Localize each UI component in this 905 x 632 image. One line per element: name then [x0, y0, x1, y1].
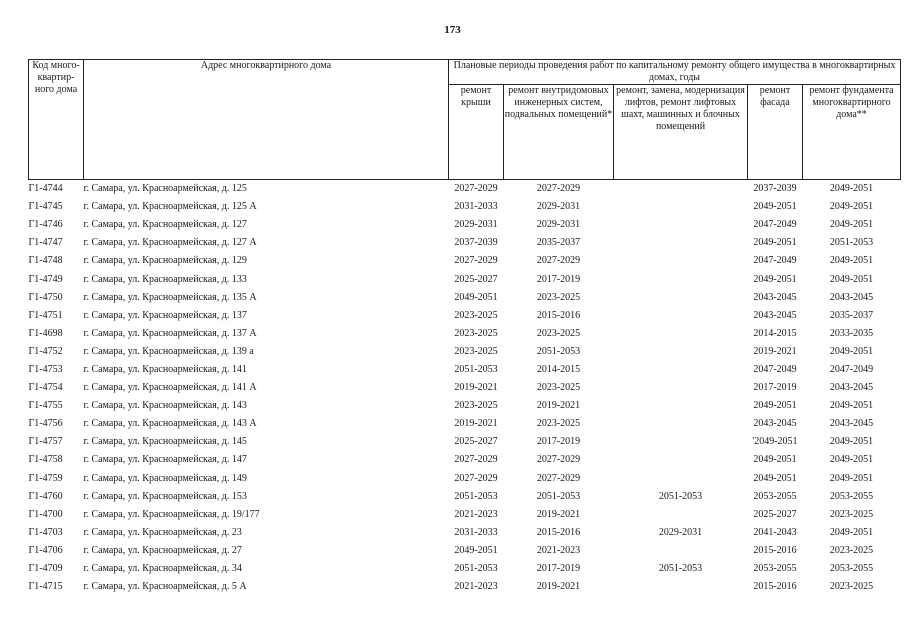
cell-foundation: 2049-2051 — [829, 454, 874, 466]
cell-foundation: 2049-2051 — [829, 472, 874, 484]
cell-address: г. Самара, ул. Красноармейская, д. 149 — [83, 472, 247, 484]
cell-roof: 2049-2051 — [454, 291, 498, 303]
cell-lifts — [614, 542, 748, 560]
cell-engineering: 2027-2029 — [536, 472, 581, 484]
cell-facade: 2047-2049 — [753, 255, 797, 267]
cell-engineering: 2019-2021 — [536, 400, 581, 412]
table-header — [29, 60, 901, 180]
cell-foundation: 2047-2049 — [829, 363, 874, 375]
table-row — [29, 578, 901, 596]
cell-facade: 2025-2027 — [753, 508, 797, 520]
table-row — [29, 379, 901, 397]
header-lifts: ремонт, замена, модернизация лифтов, ремонт лифтовых шахт, машинных и блочных помещений — [614, 85, 748, 180]
cell-address: г. Самара, ул. Красноармейская, д. 139 а — [83, 345, 254, 357]
cell-roof: 2023-2025 — [454, 345, 498, 357]
table-row — [29, 325, 901, 343]
cell-facade: 2047-2049 — [753, 363, 797, 375]
cell-roof: 2027-2029 — [454, 255, 498, 267]
cell-lifts: 2051-2053 — [658, 563, 703, 575]
cell-facade: 2047-2049 — [753, 219, 797, 231]
capital-repair-table — [28, 59, 901, 596]
table-row — [29, 415, 901, 433]
cell-roof: 2019-2021 — [454, 382, 498, 394]
cell-foundation: 2049-2051 — [829, 400, 874, 412]
cell-code: Г1-4758 — [28, 454, 63, 466]
cell-lifts — [614, 578, 748, 596]
cell-address: г. Самара, ул. Красноармейская, д. 127 — [83, 219, 247, 231]
cell-lifts — [614, 506, 748, 524]
cell-lifts: 2051-2053 — [658, 490, 703, 502]
cell-code: Г1-4744 — [28, 183, 63, 195]
cell-lifts — [614, 470, 748, 488]
cell-facade: 2049-2051 — [753, 273, 797, 285]
cell-address: г. Самара, ул. Красноармейская, д. 127 А — [83, 237, 257, 249]
cell-foundation: 2049-2051 — [829, 526, 874, 538]
table-row — [29, 198, 901, 216]
cell-roof: 2051-2053 — [454, 490, 498, 502]
table-row — [29, 488, 901, 506]
table-row — [29, 451, 901, 469]
cell-engineering: 2019-2021 — [536, 581, 581, 593]
cell-roof: 2021-2023 — [454, 581, 498, 593]
cell-engineering: 2019-2021 — [536, 508, 581, 520]
cell-engineering: 2017-2019 — [536, 563, 581, 575]
table-row — [29, 470, 901, 488]
cell-address: г. Самара, ул. Красноармейская, д. 143 А — [83, 418, 257, 430]
cell-engineering: 2023-2025 — [536, 291, 581, 303]
table-row — [29, 307, 901, 325]
cell-engineering: 2014-2015 — [536, 363, 581, 375]
cell-code: Г1-4700 — [28, 508, 63, 520]
cell-facade: 2043-2045 — [753, 418, 797, 430]
cell-lifts — [614, 343, 748, 361]
cell-facade: 2041-2043 — [753, 526, 797, 538]
cell-foundation: 2049-2051 — [829, 183, 874, 195]
table-row — [29, 397, 901, 415]
cell-facade: 2015-2016 — [753, 544, 797, 556]
cell-foundation: 2049-2051 — [829, 219, 874, 231]
table-body — [29, 180, 901, 597]
table-row — [29, 506, 901, 524]
cell-address: г. Самара, ул. Красноармейская, д. 5 А — [83, 581, 247, 593]
table-row — [29, 234, 901, 252]
cell-facade: 2049-2051 — [753, 454, 797, 466]
cell-facade: 2049-2051 — [753, 400, 797, 412]
cell-foundation: 2053-2055 — [829, 490, 874, 502]
cell-code: Г1-4756 — [28, 418, 63, 430]
cell-roof: 2027-2029 — [454, 472, 498, 484]
cell-foundation: 2033-2035 — [829, 327, 874, 339]
cell-engineering: 2029-2031 — [536, 219, 581, 231]
cell-foundation: 2023-2025 — [829, 508, 874, 520]
cell-roof: 2051-2053 — [454, 563, 498, 575]
cell-address: г. Самара, ул. Красноармейская, д. 153 — [83, 490, 247, 502]
cell-foundation: 2035-2037 — [829, 309, 874, 321]
cell-code: Г1-4715 — [28, 581, 63, 593]
cell-roof: 2023-2025 — [454, 309, 498, 321]
cell-code: Г1-4751 — [28, 309, 63, 321]
cell-lifts — [614, 216, 748, 234]
cell-roof: 2031-2033 — [454, 526, 498, 538]
cell-code: Г1-4754 — [28, 382, 63, 394]
cell-engineering: 2051-2053 — [536, 490, 581, 502]
cell-address: г. Самара, ул. Красноармейская, д. 23 — [83, 526, 242, 538]
cell-lifts — [614, 180, 748, 199]
cell-roof: 2025-2027 — [454, 273, 498, 285]
cell-address: г. Самара, ул. Красноармейская, д. 141 А — [83, 382, 257, 394]
cell-address: г. Самара, ул. Красноармейская, д. 133 — [83, 273, 247, 285]
cell-roof: 2023-2025 — [454, 400, 498, 412]
cell-code: Г1-4709 — [28, 563, 63, 575]
table-row — [29, 542, 901, 560]
table-row — [29, 433, 901, 451]
cell-roof: 2023-2025 — [454, 327, 498, 339]
cell-facade: 2043-2045 — [753, 309, 797, 321]
cell-engineering: 2023-2025 — [536, 418, 581, 430]
cell-foundation: 2043-2045 — [829, 418, 874, 430]
cell-code: Г1-4745 — [28, 201, 63, 213]
cell-code: Г1-4750 — [28, 291, 63, 303]
cell-code: Г1-4753 — [28, 363, 63, 375]
cell-lifts: 2029-2031 — [658, 526, 703, 538]
cell-address: г. Самара, ул. Красноармейская, д. 135 А — [83, 291, 257, 303]
cell-address: г. Самара, ул. Красноармейская, д. 125 — [83, 183, 247, 195]
table-row — [29, 252, 901, 270]
cell-foundation: 2049-2051 — [829, 345, 874, 357]
cell-lifts — [614, 307, 748, 325]
cell-facade: 2049-2051 — [753, 201, 797, 213]
cell-address: г. Самара, ул. Красноармейская, д. 137 А — [83, 327, 257, 339]
cell-foundation: 2049-2051 — [829, 255, 874, 267]
cell-lifts — [614, 252, 748, 270]
cell-facade: 2014-2015 — [753, 327, 797, 339]
cell-roof: 2027-2029 — [454, 183, 498, 195]
cell-facade: 2053-2055 — [753, 563, 797, 575]
cell-code: Г1-4746 — [28, 219, 63, 231]
cell-code: Г1-4759 — [28, 472, 63, 484]
table-row — [29, 216, 901, 234]
cell-engineering: 2021-2023 — [536, 544, 581, 556]
cell-engineering: 2027-2029 — [536, 454, 581, 466]
cell-foundation: 2023-2025 — [829, 581, 874, 593]
table-row — [29, 289, 901, 307]
table-row — [29, 270, 901, 288]
cell-address: г. Самара, ул. Красноармейская, д. 145 — [83, 436, 247, 448]
cell-engineering: 2017-2019 — [536, 436, 581, 448]
cell-engineering: 2017-2019 — [536, 273, 581, 285]
cell-facade: 2019-2021 — [753, 345, 797, 357]
table-row — [29, 524, 901, 542]
cell-foundation: 2049-2051 — [829, 201, 874, 213]
cell-foundation: 2053-2055 — [829, 563, 874, 575]
cell-address: г. Самара, ул. Красноармейская, д. 19/177 — [83, 508, 260, 520]
cell-code: Г1-4747 — [28, 237, 63, 249]
cell-lifts — [614, 270, 748, 288]
cell-roof: 2021-2023 — [454, 508, 498, 520]
cell-lifts — [614, 234, 748, 252]
header-facade: ремонт фасада — [748, 85, 803, 180]
cell-roof: 2031-2033 — [454, 201, 498, 213]
cell-code: Г1-4752 — [28, 345, 63, 357]
cell-facade: 2015-2016 — [753, 581, 797, 593]
cell-facade: 2017-2019 — [753, 382, 797, 394]
cell-address: г. Самара, ул. Красноармейская, д. 141 — [83, 363, 247, 375]
cell-code: Г1-4749 — [28, 273, 63, 285]
table-row — [29, 343, 901, 361]
cell-roof: 2027-2029 — [454, 454, 498, 466]
cell-address: г. Самара, ул. Красноармейская, д. 125 А — [83, 201, 257, 213]
cell-lifts — [614, 415, 748, 433]
cell-address: г. Самара, ул. Красноармейская, д. 27 — [83, 544, 242, 556]
cell-facade: 2037-2039 — [753, 183, 797, 195]
cell-lifts — [614, 451, 748, 469]
cell-code: Г1-4757 — [28, 436, 63, 448]
table-row — [29, 180, 901, 199]
cell-roof: 2029-2031 — [454, 219, 498, 231]
cell-engineering: 2023-2025 — [536, 327, 581, 339]
cell-code: Г1-4706 — [28, 544, 63, 556]
cell-address: г. Самара, ул. Красноармейская, д. 137 — [83, 309, 247, 321]
cell-foundation: 2043-2045 — [829, 382, 874, 394]
cell-address: г. Самара, ул. Красноармейская, д. 129 — [83, 255, 247, 267]
header-engineering: ремонт внутридомовых инженерных систем, подвальных помещений* — [504, 85, 614, 180]
table-row — [29, 361, 901, 379]
page-number: 173 — [444, 24, 461, 36]
header-address: Адрес многоквартирного дома — [84, 60, 449, 180]
cell-code: Г1-4748 — [28, 255, 63, 267]
cell-code: Г1-4755 — [28, 400, 63, 412]
cell-foundation: 2043-2045 — [829, 291, 874, 303]
cell-foundation: 2051-2053 — [829, 237, 874, 249]
cell-roof: 2025-2027 — [454, 436, 498, 448]
cell-facade: 2049-2051 — [753, 472, 797, 484]
cell-code: Г1-4760 — [28, 490, 63, 502]
cell-lifts — [614, 198, 748, 216]
header-code: Код много-квартир-ного дома — [29, 60, 84, 180]
cell-facade: 2049-2051 — [753, 237, 797, 249]
cell-lifts — [614, 325, 748, 343]
cell-code: Г1-4698 — [28, 327, 63, 339]
cell-engineering: 2027-2029 — [536, 183, 581, 195]
cell-roof: 2019-2021 — [454, 418, 498, 430]
header-periods: Плановые периоды проведения работ по капитальному ремонту общего имущества в многоквартирных домах, годы — [449, 60, 901, 85]
cell-engineering: 2015-2016 — [536, 309, 581, 321]
cell-address: г. Самара, ул. Красноармейская, д. 143 — [83, 400, 247, 412]
cell-foundation: 2049-2051 — [829, 436, 874, 448]
cell-foundation: 2049-2051 — [829, 273, 874, 285]
cell-lifts — [614, 397, 748, 415]
cell-foundation: 2023-2025 — [829, 544, 874, 556]
cell-engineering: 2029-2031 — [536, 201, 581, 213]
cell-roof: 2037-2039 — [454, 237, 498, 249]
cell-code: Г1-4703 — [28, 526, 63, 538]
cell-lifts — [614, 433, 748, 451]
cell-engineering: 2027-2029 — [536, 255, 581, 267]
cell-address: г. Самара, ул. Красноармейская, д. 34 — [83, 563, 242, 575]
cell-facade: 2043-2045 — [753, 291, 797, 303]
cell-engineering: 2035-2037 — [536, 237, 581, 249]
cell-lifts — [614, 361, 748, 379]
cell-roof: 2049-2051 — [454, 544, 498, 556]
header-roof: ремонт крыши — [449, 85, 504, 180]
cell-address: г. Самара, ул. Красноармейская, д. 147 — [83, 454, 247, 466]
cell-facade: '2049-2051 — [752, 436, 798, 448]
cell-facade: 2053-2055 — [753, 490, 797, 502]
cell-engineering: 2023-2025 — [536, 382, 581, 394]
cell-lifts — [614, 379, 748, 397]
table-row — [29, 560, 901, 578]
header-foundation: ремонт фундамента многоквартирного дома** — [803, 85, 901, 180]
cell-roof: 2051-2053 — [454, 363, 498, 375]
cell-engineering: 2051-2053 — [536, 345, 581, 357]
cell-lifts — [614, 289, 748, 307]
cell-engineering: 2015-2016 — [536, 526, 581, 538]
